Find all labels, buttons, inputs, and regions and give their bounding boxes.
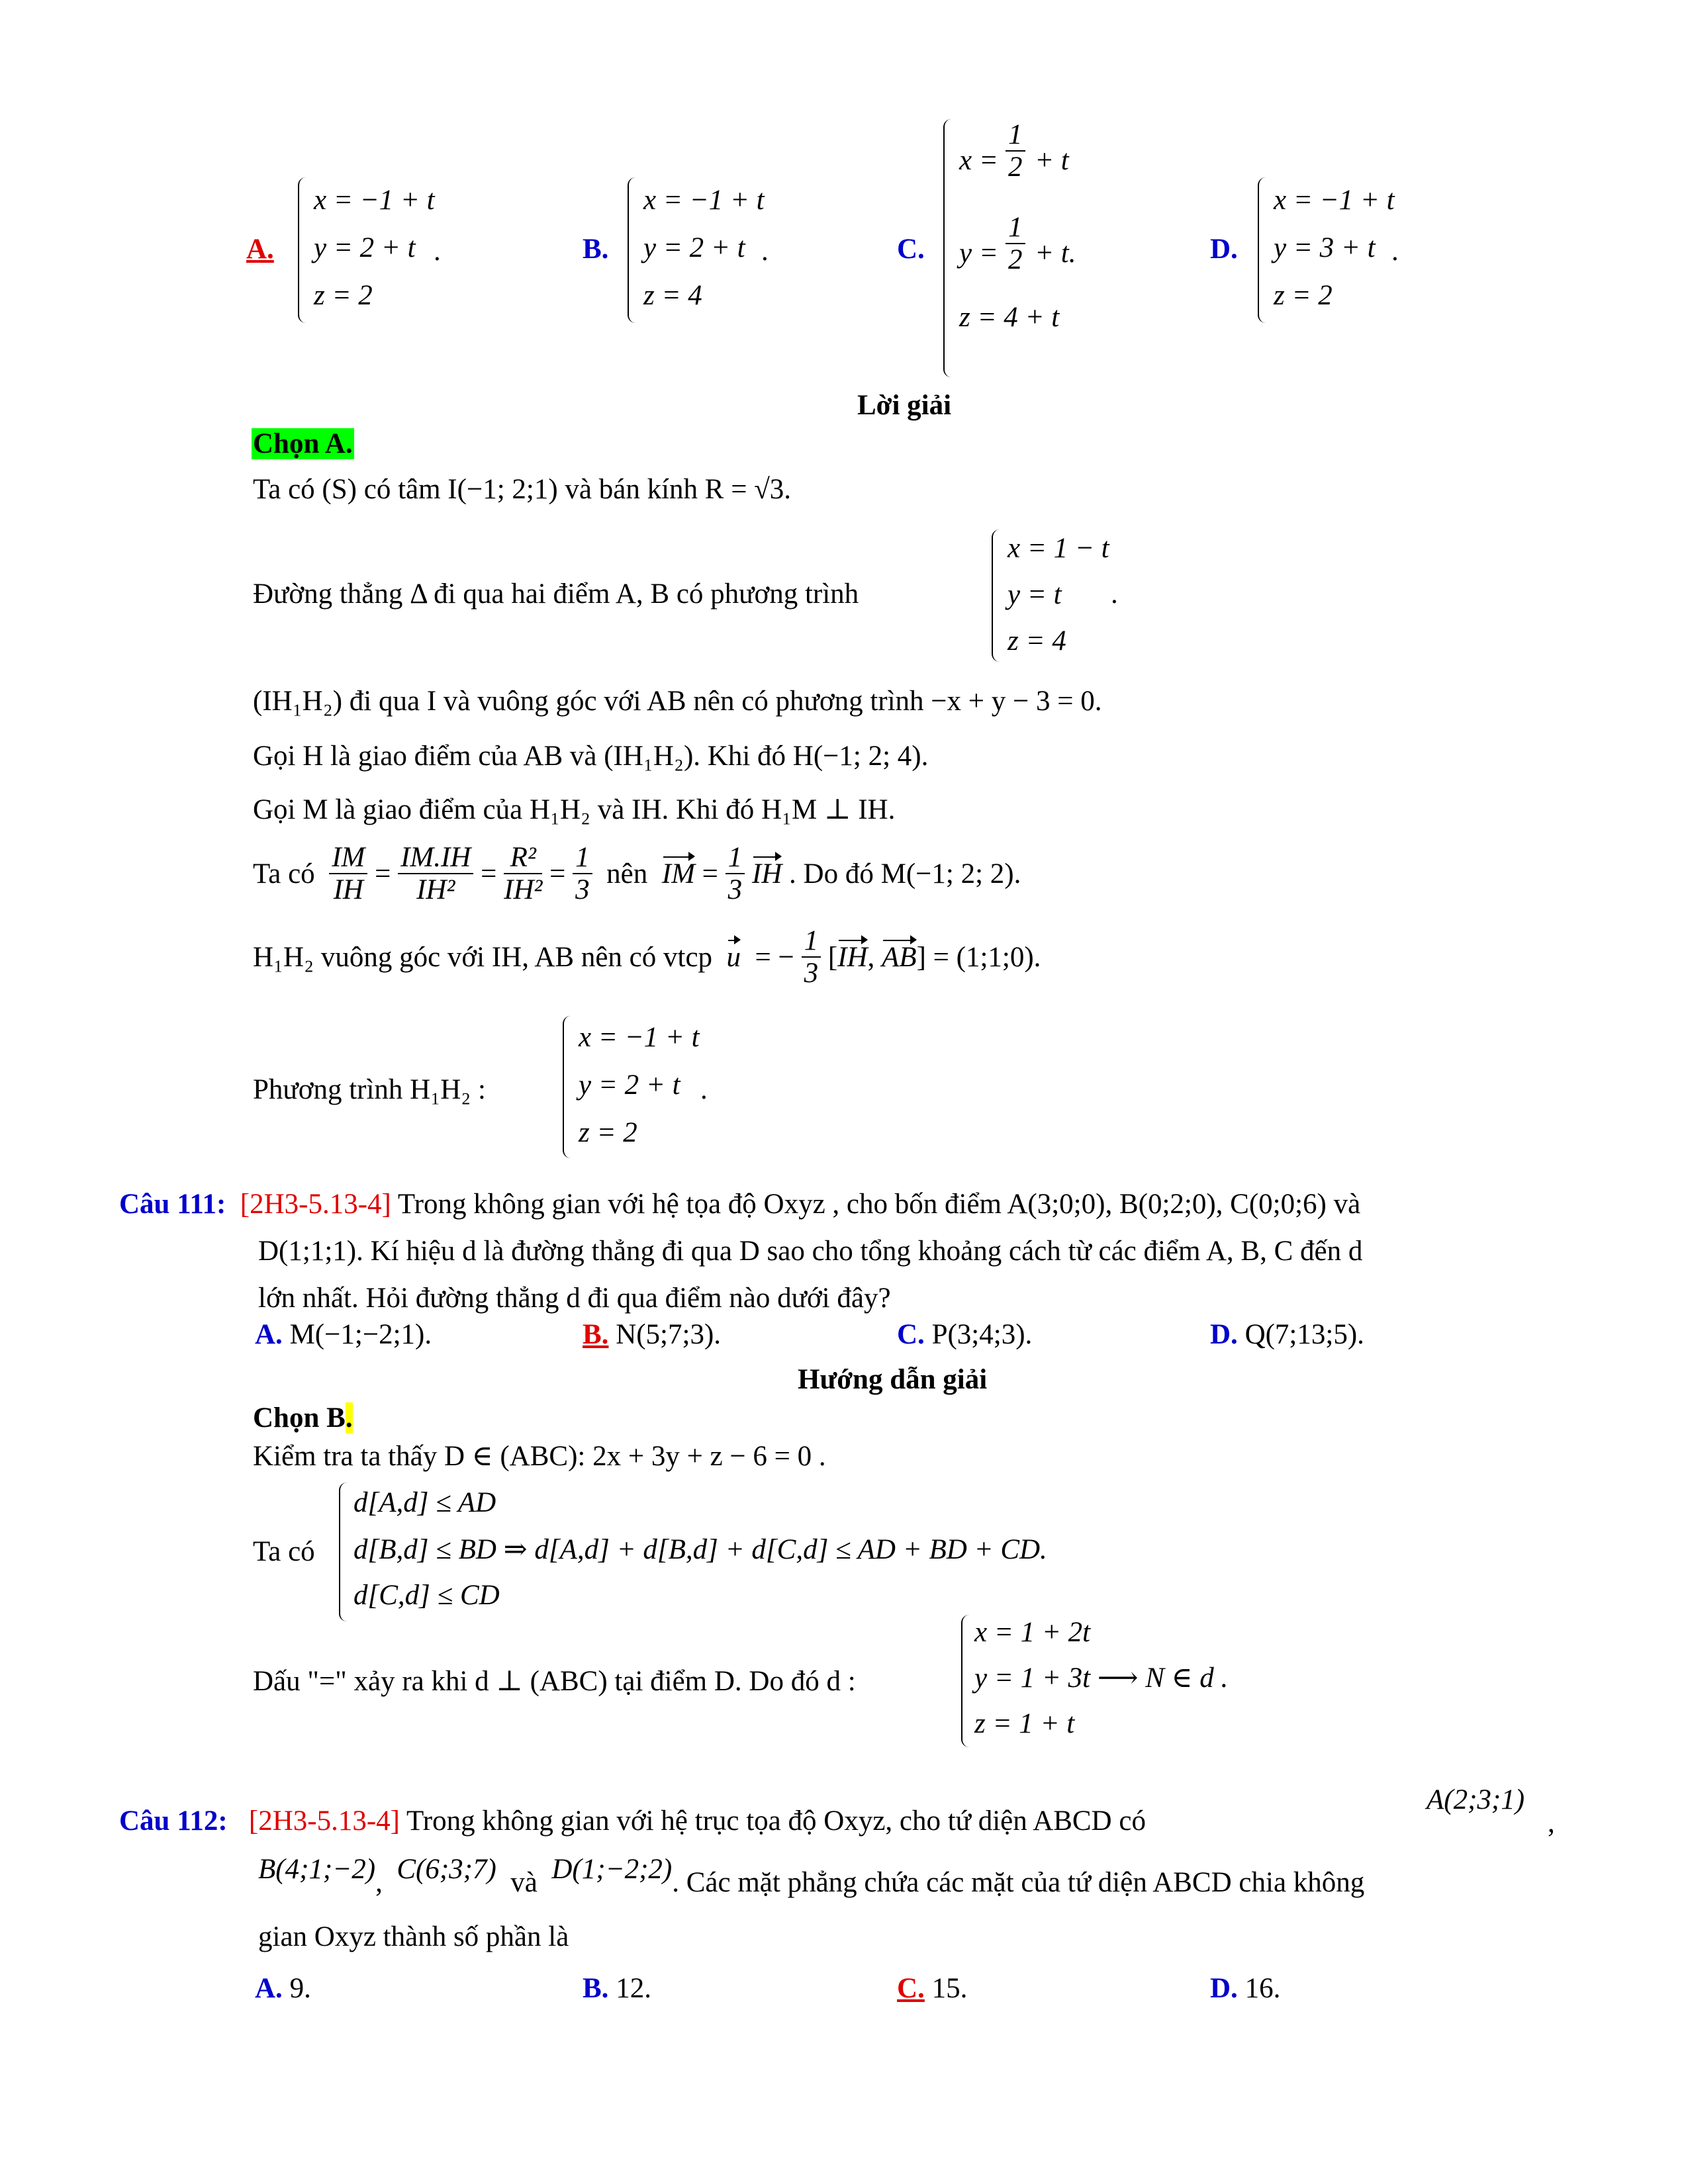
q112-code: [2H3-5.13-4]	[248, 1805, 400, 1837]
option-c-brace: x = $\frac{1}{2}$ + t y = $\frac{1}{2}$ + t. z = 4 + t	[943, 119, 951, 377]
point-a: A(2;3;1)	[1427, 1784, 1525, 1815]
option-a-label: A.	[246, 234, 274, 265]
q112-line-1: Câu 112: [2H3-5.13-4] Trong không gian với hệ trục tọa độ Oxyz, cho tứ diện ABCD có	[119, 1805, 1146, 1837]
q112-answer-d[interactable]: D. 16.	[1210, 1973, 1281, 2004]
q111-answer-a[interactable]: A. M(−1;−2;1).	[255, 1319, 432, 1350]
option-c-label: C.	[897, 234, 925, 265]
line-delta-system: x = 1 − t y = t z = 4	[992, 529, 1000, 662]
q111-check-line: Kiểm tra ta thấy D ∈ (ABC): 2x + 3y + z − 6 = 0 .	[253, 1441, 826, 1472]
solution-heading: Lời giải	[857, 390, 952, 421]
option-b-label: B.	[583, 234, 609, 265]
q111-choose: Chọn B.	[253, 1402, 353, 1433]
guide-heading: Hướng dẫn giải	[798, 1364, 988, 1395]
q112-number: Câu 112:	[119, 1805, 228, 1837]
q112-answer-a[interactable]: A. 9.	[255, 1973, 311, 2004]
q111-answer-d[interactable]: D. Q(7;13;5).	[1210, 1319, 1364, 1350]
q111-number: Câu 111:	[119, 1189, 226, 1220]
q112-answer-c[interactable]: C. 15.	[897, 1973, 968, 2004]
q111-answer-c[interactable]: C. P(3;4;3).	[897, 1319, 1033, 1350]
option-d-label: D.	[1210, 234, 1238, 265]
solution-line-6: Ta có $\frac{IM}{IH}$ = $\frac{IM.IH}{\text{IH²}}$ = $\frac{\text{R²}}{\text{IH²}}$ = $\frac{1}{3}$ nên IM = $\frac{1}{3}$ IH . Do đó M(−1; 2; 2).	[253, 842, 1021, 906]
option-a-brace: x = −1 + t y = 2 + t z = 2	[298, 177, 306, 323]
d-system: x = 1 + 2t y = 1 + 3t ⟶ N ∈ d . z = 1 + t	[961, 1615, 969, 1747]
solution-line-5: Gọi M là giao điểm của H₁H₂ và IH. Khi đó H₁M ⊥ IH.	[253, 794, 896, 825]
q112-answer-b[interactable]: B. 12.	[583, 1973, 651, 2004]
q112-line-3: gian Oxyz thành số phần là	[258, 1921, 569, 1952]
h1h2-system: x = −1 + t y = 2 + t z = 2	[563, 1016, 571, 1158]
option-b-brace: x = −1 + t y = 2 + t z = 4	[628, 177, 635, 323]
inequality-system: d[A,d] ≤ AD d[B,d] ≤ BD ⇒ d[A,d] + d[B,d] + d[C,d] ≤ AD + BD + CD. d[C,d] ≤ CD	[339, 1482, 347, 1621]
solution-line-3: (IH₁H₂) đi qua I và vuông góc với AB nên có phương trình −x + y − 3 = 0.	[253, 686, 1102, 717]
solution-line-8: Phương trình H₁H₂ :	[253, 1074, 486, 1105]
solution-line-1: Ta có (S) có tâm I(−1; 2;1) và bán kính R = √3.	[253, 474, 792, 505]
q111-line-1: Câu 111: [2H3-5.13-4] Trong không gian với hệ tọa độ Oxyz , cho bốn điểm A(3;0;0), B(0;2;0), C(0;0;6) và	[119, 1189, 1361, 1220]
q111-code: [2H3-5.13-4]	[240, 1189, 391, 1220]
choose-answer: Chọn A.	[253, 428, 353, 459]
q111-line-2: D(1;1;1). Kí hiệu d là đường thẳng đi qua D sao cho tổng khoảng cách từ các điểm A, B, C đến d	[258, 1236, 1363, 1267]
q111-equality-line: Dấu "=" xảy ra khi d ⊥ (ABC) tại điểm D. Do đó d :	[253, 1666, 856, 1697]
q112-line-2: B(4;1;−2), C(6;3;7) và D(1;−2;2). Các mặt phẳng chứa các mặt của tứ diện ABCD chia không	[258, 1854, 1365, 1898]
solution-line-4: Gọi H là giao điểm của AB và (IH₁H₂). Khi đó H(−1; 2; 4).	[253, 741, 929, 772]
option-d-brace: x = −1 + t y = 3 + t z = 2	[1258, 177, 1266, 323]
q111-answer-b[interactable]: B. N(5;7;3).	[583, 1319, 722, 1350]
solution-line-2: Đường thẳng Δ đi qua hai điểm A, B có phương trình	[253, 578, 859, 610]
solution-line-7: H₁H₂ vuông góc với IH, AB nên có vtcp u = − $\frac{1}{3}$ [IH, AB] = (1;1;0).	[253, 925, 1041, 989]
q111-line-3: lớn nhất. Hỏi đường thẳng d đi qua điểm nào dưới đây?	[258, 1283, 891, 1314]
